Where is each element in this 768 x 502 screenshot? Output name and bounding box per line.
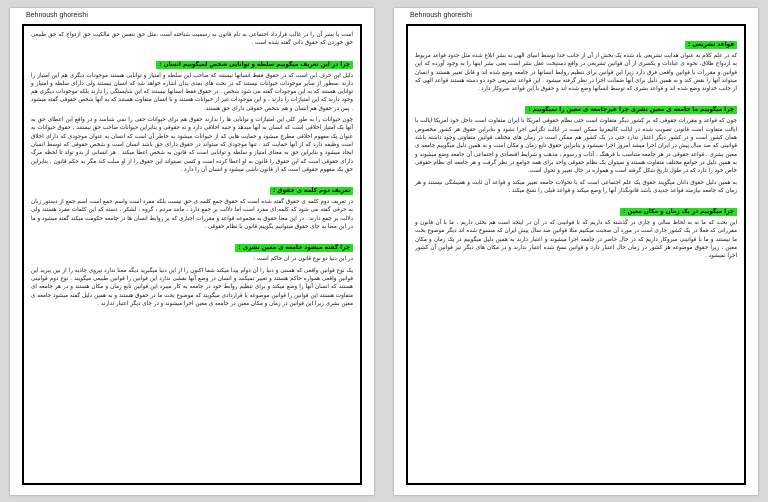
section (31, 31, 353, 48)
paragraph: در این دنیا دو نوع قانون در ان حاکم است : (253, 256, 353, 263)
page-header-author: Behnoush ghoreishi (410, 12, 472, 19)
paragraph: یک نوع قوانین واقعی که هستی و دنیا را آن دوام پیدا میکند شما اکنون را از این دنیا میگیرید دیگه معنا ندارد نیروی جاذبه را از بین ببرید این قوانین واقعی همواره حاکم هستند و تغییر نمیکنند و انسان در وضع آنها نقشی ندارد این قوانین را قوانین طبیعی میگویند . نوع دوم قوانینی هستند که انسان آنها را وضع میکند و برای تنظیم روابط خود در جامعه به کار میبرد این قوانین تابع زمان و مکان هستند و در هر جامعه ای متفاوت هستند این قوانین را قوانین موضوعه یا قراردادی میگویند که موضوع بحث ما در حقوق هستند و به همین دلیل گفته میشود جامعه ی معین بشری زیرا این قوانین در زمان و مکان معین در جامعه ی معین اجرا میشوند و در جای دیگر اعتبار ندارند . (31, 267, 353, 307)
section-heading: چرا میگوییم ما جامعه ی معین بشری چرا غیرجامعه ی معین را نمیگوییم : (525, 106, 737, 114)
section (31, 177, 353, 231)
page-border-frame (22, 24, 362, 485)
section-heading: چرا میگوییم در یک زمان و مکان معین : (620, 208, 737, 216)
section-heading: تعریف دوم کلمه ی حقوق : (270, 187, 353, 195)
paragraph: چون حیوانات را به طور کلی این امتیازات و توانایی ها را ندارند حقوق هم برای حیوانات حقی را نمی شناسد و در واقع این اعطای حق به آنها یک امتیاز اخلاقی است که انسان به آنها میدهد و جنبه اخلاقی دارد و نه حقوقی و بنابراین حیوانات صاحب حق نیستند ، حقوق حیوانات به عنوان یک مفهوم اخلاقی مطرح میشود و حمایت هایی که از حیوانات میشود به خاطر آن است که انسان به عنوان موجودی که دارای اخلاق است وظیفه دارد که از آنها حمایت کند . تنها موجودی که میتواند در حقوق دارای حق باشد انسان است و شخص حقوقی که توسط انسان ایجاد میشود و بنابراین حق به معنای امتیاز و سلطه و توانایی است که قانون به شخص اعطا میکند . هر انسانی از بدو تولد تا لحظه مرگ دارای حقوقی است که این حقوق را قانون به او اعطا کرده است و کسی نمیتواند این حقوق را از او سلب کند مگر به حکم قانون . بنابراین حق یک مفهوم حقوقی است که از قانون ناشی میشود و انسان آن را دارد . (31, 117, 353, 173)
paragraph: در تعریف دوم کلمه ی حقوق گفته شده است که حقوق جمع کلمه ی حق نیست بلکه مفرد است واسم جمع است اسم جمع از دستور زبان به حرفی گفته می شود که کلمه ای مفرد است اما دلالت بر جمع دارد ، مانند مردم ، گروه ، لشکر ، دسته که این کلمات مفرد هستند ولی دلالت بر جمع دارند . در این معنا حقوق به مجموعه قواعد و مقررات اجباری که بر روابط انسان ها در جامعه حکومت میکند گفته میشود و ما در این معنا به جای حقوق میتوانیم بگوییم قانون یا نظام حقوقی . (31, 199, 353, 231)
paragraph: دلیل این حرف این است که در حقوق فقط انسانها نیستند که صاحب این سلطه و امتیاز و توانایی هستند موجودات دیگری هم این امتیاز را دارند ،منظور از سایر موجودات حیوانات نیستند که در بحث های بعدی بدان اشاره خواهد شد که انسان نیستند ولی دارای سلطه و امتیاز و توانایی هستند که به این موجودات گفته می شود شخص . در حقوق فقط انسانها نیستند که این شایستگی را دارند بلکه موجودات دیگری هم وجود دارند که این امتیازات را دارند ، و این موجودات غیر از حیوانات هستند و با انسان متفاوت هستند که به آنها شخص حقوقی گفته میشود . پس در حقوق هم انسان و هم شخص حقوقی دارای حق هستند. (31, 72, 353, 112)
page-header-author: Behnoush ghoreishi (26, 12, 88, 19)
section (415, 96, 737, 195)
section (415, 198, 737, 260)
section (415, 31, 737, 93)
section-heading: چرا گفته میشود جامعه ی معین بشری : (235, 244, 353, 252)
page-border-frame (406, 24, 746, 485)
paragraph: به همین دلیل حقوق دانان میگویند حقوق یک علم اجتماعی است که با تحولات جامعه تغییر میکند و قواعد آن ثابت و همیشگی نیستند و هر زمان که جامعه نیازمند قواعد جدیدی باشد قانونگذار آنها را وضع میکند و قواعد قبلی را نسخ میکند . (415, 179, 737, 194)
paragraph: است یا بشر آن را در غالب قرارداد اجتماعی به نام قانون به رسمیت شناخته است ،مثل حق تنفس حق مالکیت حق ازدواج که حق طبیعی حق خوردن که حقوق ذاتی گفته شده است . (31, 32, 353, 47)
section (31, 51, 353, 175)
paragraph: که در علم کلام به عنوان هدایت تشریعی یاد شده یک بخش از آن از جانب خدا توسط انبیای الهی به بشر ابلاغ شده مثل حدود قواعد مربوط به ازدواج طلاق، نحوه ی عبادات و یکسری از آن قوانین تشریعی در واقع دستپخت عقل بشر است یعنی بشر اینها را به وجود آورده که این قوانین و مقررات با قوانین واقعی فرق دارد زیرا این قوانین برای تنظیم روابط انسانها در جامعه وضع شده اند و قابل تغییر هستند و انسان میتواند آنها را نقض کند و به همین دلیل برای آنها ضمانت اجرا در نظر گرفته میشود . این قواعد تشریعی خود دو دسته هستند قواعد الهی که از جانب خداوند وضع شده اند و قواعد بشری که توسط انسانها وضع شده اند و حقوق با این قواعد سروکار دارد . (415, 53, 737, 93)
page-left (10, 8, 374, 495)
section-heading: چرا در این تعریف میگوییم سلطه و توانایی شخص لمیگوییم انسان : (156, 61, 353, 69)
page-right (394, 8, 758, 495)
paragraph: چون که قواعد و مقررات حقوقی که بر کشور دیگر متفاوت است حتی نظام حقوقی امریکا با ایران متفاوت است داخل خود امریکا ایالت با ایالت متفاوت است قانونی تصویب شده در ایالت کالیفرنیا ممکن است در ایالت تگزاس اجرا نشود و بنابراین حقوق هر کشور مخصوص همان کشور است و در کشور دیگر اعتبار ندارد حتی در یک کشور هم ممکن است در زمان های مختلف قوانین متفاوتی وجود داشته باشد قوانینی که صد سال پیش در ایران اجرا میشد امروز اجرا نمیشود و بنابراین حقوق تابع زمان و مکان است و به همین دلیل میگوییم جامعه ی معین بشری . قواعد حقوقی در هر جامعه متناسب با فرهنگ ، آداب و رسوم ، مذهب و شرایط اقتصادی و اجتماعی آن جامعه وضع میشوند و به همین دلیل در جوامع مختلف متفاوت هستند و نمیتوان یک نظام حقوقی واحد برای همه جوامع در نظر گرفت و هر جامعه ای نظام حقوقی خاص خود را دارد که در طول تاریخ شکل گرفته است و همواره در حال تغییر و تحول است. (415, 118, 737, 175)
section-heading: قواعد تشریعی : (685, 41, 737, 49)
section (31, 234, 353, 308)
paragraph: این بحث که ما نه به لحاظ سالی و جاری در گذشته که داریم که با قوانینی که در آن در اینجه است هم بحثی داریم ، ما با آن قانون و مقرراتی که فعلا در یک کشور جاری است در مورد آن صحبت میکنیم مثلا قوانین صد سال پیش ایران که منسوخ شده اند دیگر موضوع بحث ما نیستند و ما با قوانینی سروکار داریم که در حال حاضر در جامعه اجرا میشوند و اعتبار دارند به همین دلیل میگوییم در یک زمان و مکان معین ، زیرا حقوق موضوعه هر کشور در زمان حال اعتبار دارد و قوانین نسخ شده اعتبار ندارند و در مکان های دیگر نیز قوانین آن کشور اجرا نمیشود . (415, 220, 737, 260)
